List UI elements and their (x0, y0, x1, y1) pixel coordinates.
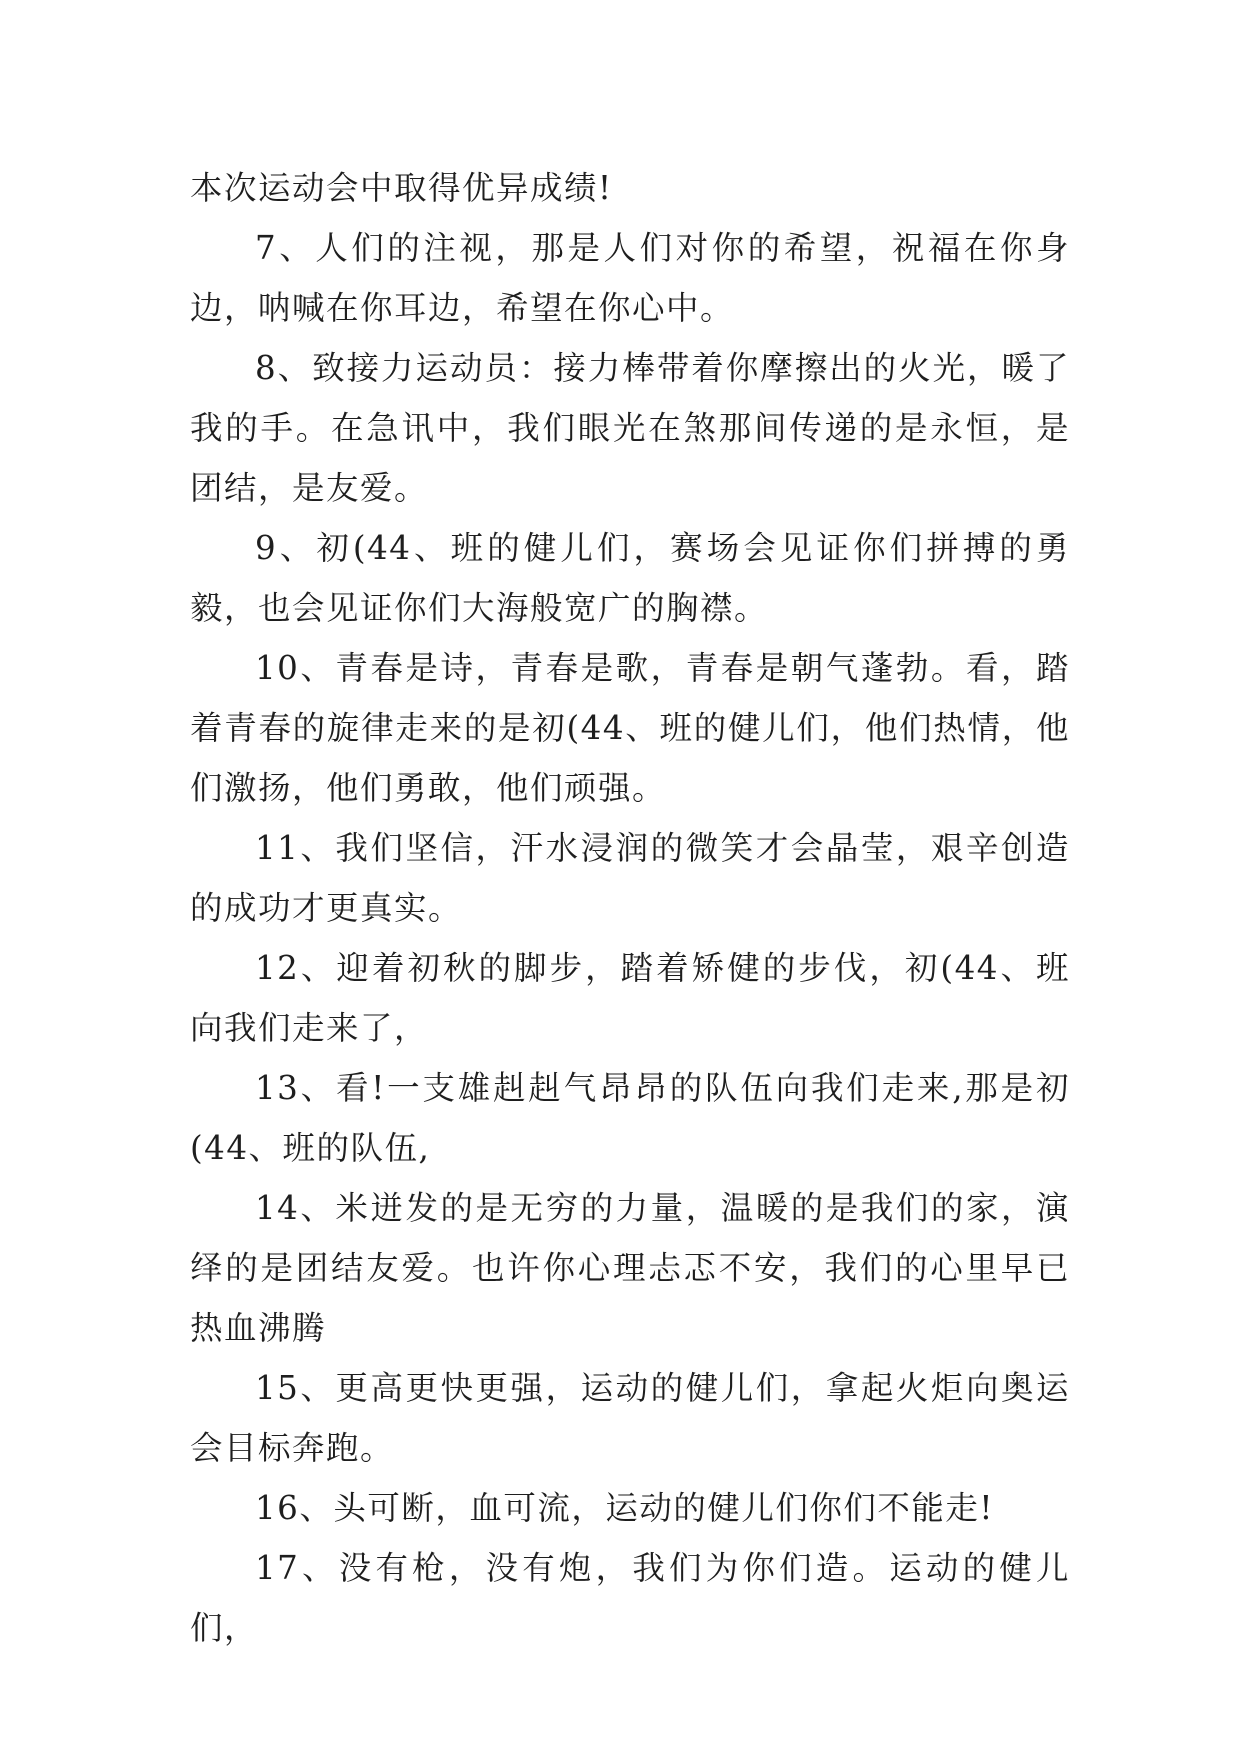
paragraph-14: 14、米迸发的是无穷的力量，温暖的是我们的家，演绎的是团结友爱。也许你心理忐忑不安，我们的心里早已热血沸腾 (190, 1189, 1070, 1347)
paragraph-17: 17、没有枪，没有炮，我们为你们造。运动的健儿们， (190, 1549, 1070, 1647)
paragraph-15: 15、更高更快更强，运动的健儿们，拿起火炬向奥运会目标奔跑。 (190, 1369, 1070, 1467)
paragraph-13: 13、看!一支雄赳赳气昂昂的队伍向我们走来,那是初(44、班的队伍, (190, 1069, 1070, 1167)
paragraph-continuation: 本次运动会中取得优异成绩! (190, 169, 613, 207)
document-body (190, 158, 1070, 1658)
paragraph-10: 10、青春是诗，青春是歌，青春是朝气蓬勃。看，踏着青春的旋律走来的是初(44、班的健儿们，他们热情，他们激扬，他们勇敢，他们顽强。 (190, 649, 1070, 807)
paragraph-9: 9、初(44、班的健儿们，赛场会见证你们拼搏的勇毅，也会见证你们大海般宽广的胸襟。 (190, 529, 1070, 627)
paragraph-16: 16、头可断，血可流，运动的健儿们你们不能走! (255, 1489, 994, 1527)
paragraph-8: 8、致接力运动员：接力棒带着你摩擦出的火光，暖了我的手。在急讯中，我们眼光在煞那间传递的是永恒，是团结，是友爱。 (190, 349, 1070, 507)
paragraph-7: 7、人们的注视，那是人们对你的希望，祝福在你身边，呐喊在你耳边，希望在你心中。 (190, 229, 1070, 327)
paragraph-11: 11、我们坚信，汗水浸润的微笑才会晶莹，艰辛创造的成功才更真实。 (190, 829, 1070, 927)
paragraph-12: 12、迎着初秋的脚步，踏着矫健的步伐，初(44、班向我们走来了， (190, 949, 1070, 1047)
